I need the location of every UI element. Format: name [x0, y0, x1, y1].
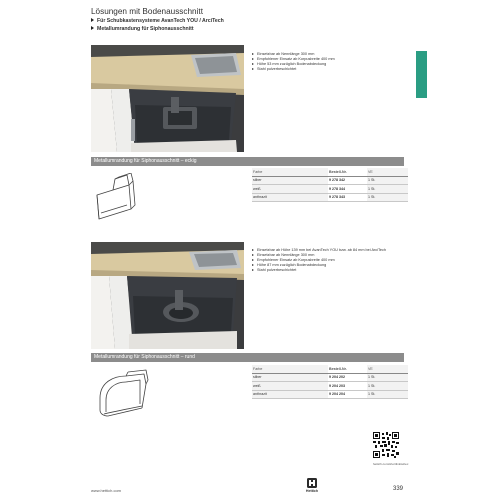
triangle-bullet-icon: [252, 58, 254, 60]
column-header-color: Farbe: [252, 168, 328, 176]
list-item: [252, 268, 386, 273]
drawer-photo-round: [91, 242, 244, 349]
triangle-bullet-icon: [252, 53, 254, 55]
section-bar-angular: Metallumrandung für Siphonausschnitt – eckig: [91, 157, 404, 166]
parts-table-angular: [252, 168, 408, 202]
list-item-text: Einsetzbar ab Nennlänge 300 mm: [257, 52, 315, 56]
table-header-row: [252, 365, 408, 373]
list-item-text: Empfohlener Einsatz ab Korpusbreite 400 mm: [257, 57, 335, 62]
angular-rim-sketch: [93, 173, 153, 223]
column-header-pu: VE: [367, 365, 408, 373]
subtitle-product-text: Metallumrandung für Siphonausschnitt: [97, 26, 194, 32]
table-row: [252, 373, 408, 382]
qr-caption: hettich.com/shortlink/aztec: [373, 462, 409, 466]
list-item-text: Höhe 87 mm zuzüglich Bodenabdeckung: [257, 263, 327, 268]
triangle-bullet-icon: [252, 249, 254, 251]
cell-color: anthrazit: [252, 390, 328, 399]
cell-order-no: 9 204 202: [328, 373, 367, 382]
list-item-text: Empfohlener Einsatz ab Korpusbreite 400 mm: [257, 258, 335, 263]
table-header-row: [252, 168, 408, 176]
qr-code-icon[interactable]: [373, 432, 399, 458]
footer-url[interactable]: www.hettich.com: [91, 488, 122, 493]
list-item-text: Einsetzbar ab Höhe 139 mm bei AvanTech YOU bzw. ab 84 mm bei ArciTech: [257, 248, 387, 252]
cell-pu: 1 St.: [367, 390, 408, 399]
cell-order-no: 9 278 342: [328, 176, 367, 185]
triangle-bullet-icon: [252, 68, 254, 70]
drawer-photo-angular-graphic: [91, 45, 244, 152]
column-header-color: Farbe: [252, 365, 328, 373]
subtitle-systems-text: Für Schubkastensysteme AvanTech YOU / ArciTech: [97, 18, 224, 24]
cell-order-no: 9 204 204: [328, 390, 367, 399]
cell-pu: 1 St.: [367, 382, 408, 391]
triangle-bullet-icon: [252, 264, 254, 266]
column-header-order-no: Bestell-Nr.: [328, 365, 367, 373]
table-row: [252, 185, 408, 194]
round-rim-sketch: [92, 368, 156, 420]
chapter-tab: [416, 51, 427, 98]
hettich-logo-icon: [304, 478, 320, 496]
parts-table-round: [252, 365, 408, 399]
table-row: [252, 382, 408, 391]
feature-list-angular: [252, 52, 335, 72]
triangle-bullet-icon: [252, 254, 254, 256]
table-row: [252, 390, 408, 399]
cell-color: silber: [252, 176, 328, 185]
triangle-bullet-icon: [91, 18, 94, 22]
cell-pu: 1 St.: [367, 373, 408, 382]
cell-pu: 1 St.: [367, 193, 408, 202]
subtitle-product: [91, 26, 194, 32]
triangle-bullet-icon: [91, 26, 94, 30]
cell-color: weiß: [252, 382, 328, 391]
cell-color: anthrazit: [252, 193, 328, 202]
drawer-photo-round-graphic: [91, 242, 244, 349]
list-item-text: Stahl pulverbeschichtet: [257, 67, 297, 72]
cell-order-no: 9 278 344: [328, 185, 367, 194]
section-bar-round: Metallumrandung für Siphonausschnitt – rund: [91, 353, 404, 362]
page-title: Lösungen mit Bodenausschnitt: [91, 7, 203, 16]
subtitle-systems: [91, 18, 224, 24]
table-row: [252, 193, 408, 202]
list-item-text: Einsetzbar ab Nennlänge 300 mm: [257, 253, 315, 258]
triangle-bullet-icon: [252, 63, 254, 65]
column-header-order-no: Bestell-Nr.: [328, 168, 367, 176]
hettich-logo-graphic: [304, 478, 320, 496]
list-item-text: Höhe 53 mm zuzüglich Bodenabdeckung: [257, 62, 327, 67]
list-item-text: Stahl pulverbeschichtet: [257, 268, 297, 273]
cell-order-no: 9 278 343: [328, 193, 367, 202]
triangle-bullet-icon: [252, 259, 254, 261]
cell-order-no: 9 204 203: [328, 382, 367, 391]
cell-color: weiß: [252, 185, 328, 194]
column-header-pu: VE: [367, 168, 408, 176]
table-row: [252, 176, 408, 185]
triangle-bullet-icon: [252, 269, 254, 271]
page-number: 339: [393, 486, 404, 492]
cell-color: silber: [252, 373, 328, 382]
feature-list-round: [252, 248, 386, 273]
list-item: [252, 67, 335, 72]
cell-pu: 1 St.: [367, 176, 408, 185]
cell-pu: 1 St.: [367, 185, 408, 194]
drawer-photo-angular: [91, 45, 244, 152]
logo-wordmark: Hettich: [305, 489, 319, 493]
